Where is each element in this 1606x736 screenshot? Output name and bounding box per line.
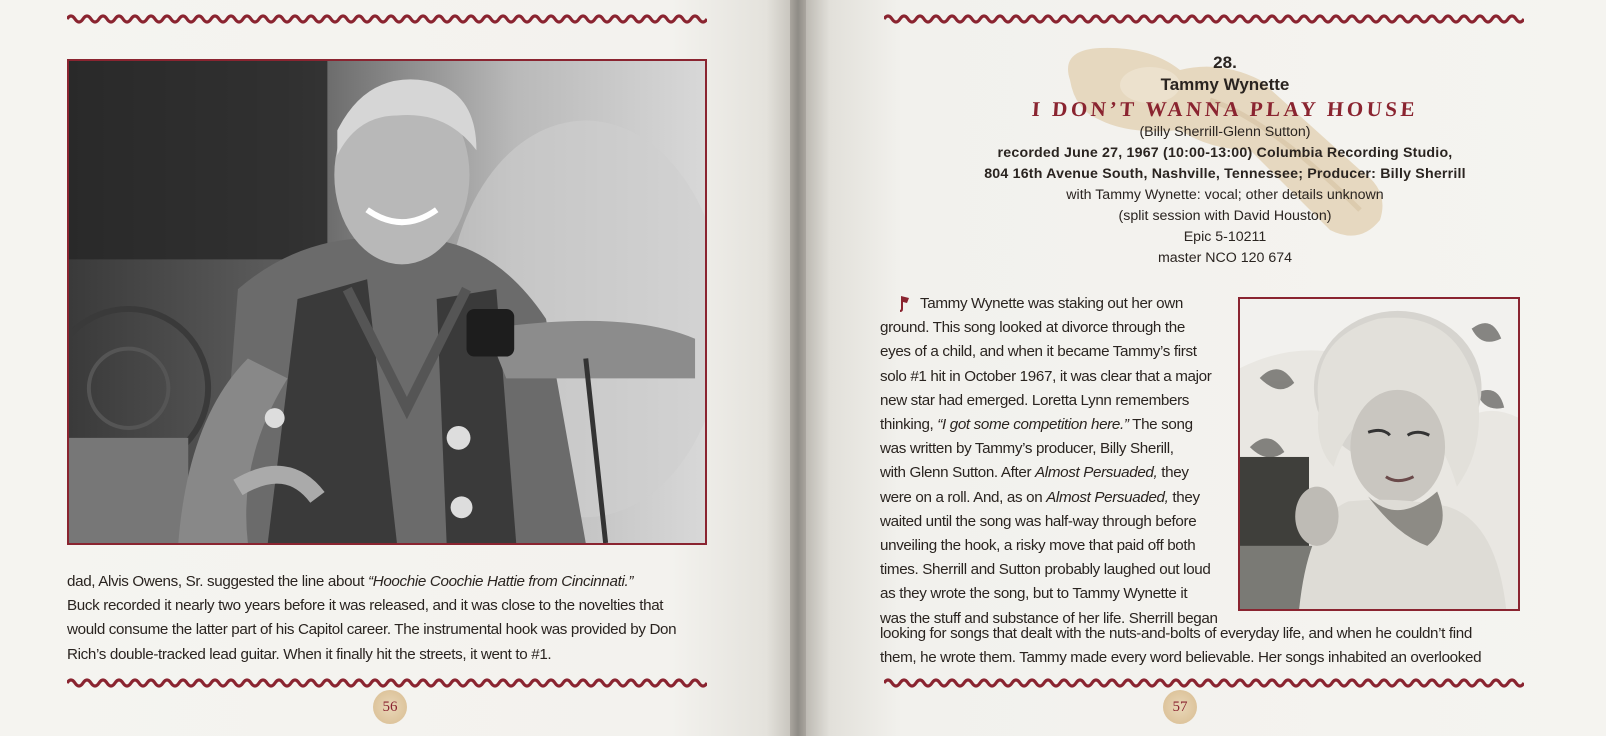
right-line-4: solo #1 hit in October 1967, it was clear that a major — [880, 367, 1212, 385]
top-wavy-border — [67, 12, 707, 26]
recording-details-1: recorded June 27, 1967 (10:00-13:00) Columbia Recording Studio, — [997, 145, 1453, 161]
master-number: master NCO 120 674 — [1157, 250, 1293, 266]
right-paragraph-wrapped — [880, 292, 1218, 631]
right-line-10: waited until the song was half-way through before — [880, 512, 1197, 530]
buck-owens-photo — [67, 59, 707, 545]
musicians: with Tammy Wynette: vocal; other details unknown — [1066, 187, 1384, 203]
song-title: I DON’T WANNA PLAY HOUSE — [1031, 97, 1419, 121]
bottom-wavy-border — [67, 676, 707, 690]
tammy-wynette-photo — [1238, 297, 1520, 611]
right-line-1: Tammy Wynette was staking out her own — [920, 295, 1183, 312]
right-line-12: times. Sherrill and Sutton probably laughed out loud — [880, 561, 1211, 579]
page-number-left: 56 — [373, 690, 407, 724]
right-line-6: thinking, “I got some competition here.” The song — [880, 416, 1193, 434]
right-line-5: new star had emerged. Loretta Lynn remembers — [880, 391, 1190, 409]
entry-number: 28. — [1213, 53, 1237, 72]
right-line-7: was written by Tammy’s producer, Billy Sherill, — [880, 440, 1174, 458]
right-line-13: as they wrote the song, but to Tammy Wynette it — [880, 585, 1188, 603]
right-line-2: ground. This song looked at divorce through the — [880, 319, 1185, 337]
right-line-16: them, he wrote them. Tammy made every word believable. Her songs inhabited an overlooked — [880, 649, 1482, 667]
release-number: Epic 5-10211 — [1183, 229, 1267, 245]
left-paragraph — [67, 570, 676, 667]
session-note: (split session with David Houston) — [1118, 208, 1332, 224]
right-line-15: looking for songs that dealt with the nuts-and-bolts of everyday life, and when he couldn’t find — [880, 625, 1473, 642]
left-line-2: Buck recorded it nearly two years before it was released, and it was close to the novelties that — [67, 597, 664, 615]
right-paragraph-full — [880, 622, 1481, 670]
right-line-3: eyes of a child, and when it became Tammy’s first — [880, 343, 1197, 361]
left-line-3: would consume the latter part of his Capitol career. The instrumental hook was provided by Don — [67, 621, 677, 639]
right-line-8: with Glenn Sutton. After Almost Persuaded, they — [880, 464, 1189, 482]
left-line-1: dad, Alvis Owens, Sr. suggested the line about “Hoochie Coochie Hattie from Cincinnati.” — [67, 573, 634, 590]
right-line-14: was the stuff and substance of her life. Sherrill began — [880, 609, 1218, 627]
left-page — [0, 0, 790, 736]
recording-details-2: 804 16th Avenue South, Nashville, Tennessee; Producer: Billy Sherrill — [984, 166, 1466, 182]
top-wavy-border — [884, 12, 1524, 26]
page-number-right: 57 — [1163, 690, 1197, 724]
song-header — [870, 52, 1580, 269]
book-gutter — [790, 0, 806, 736]
right-line-9: were on a roll. And, as on Almost Persuaded, they — [880, 488, 1200, 506]
bottom-wavy-border — [884, 676, 1524, 690]
artist-name: Tammy Wynette — [1160, 75, 1290, 94]
right-line-11: unveiling the hook, a risky move that paid off both — [880, 537, 1196, 555]
writers: (Billy Sherrill-Glenn Sutton) — [1139, 124, 1311, 140]
left-line-4: Rich’s double-tracked lead guitar. When it finally hit the streets, it went to #1. — [67, 645, 552, 663]
